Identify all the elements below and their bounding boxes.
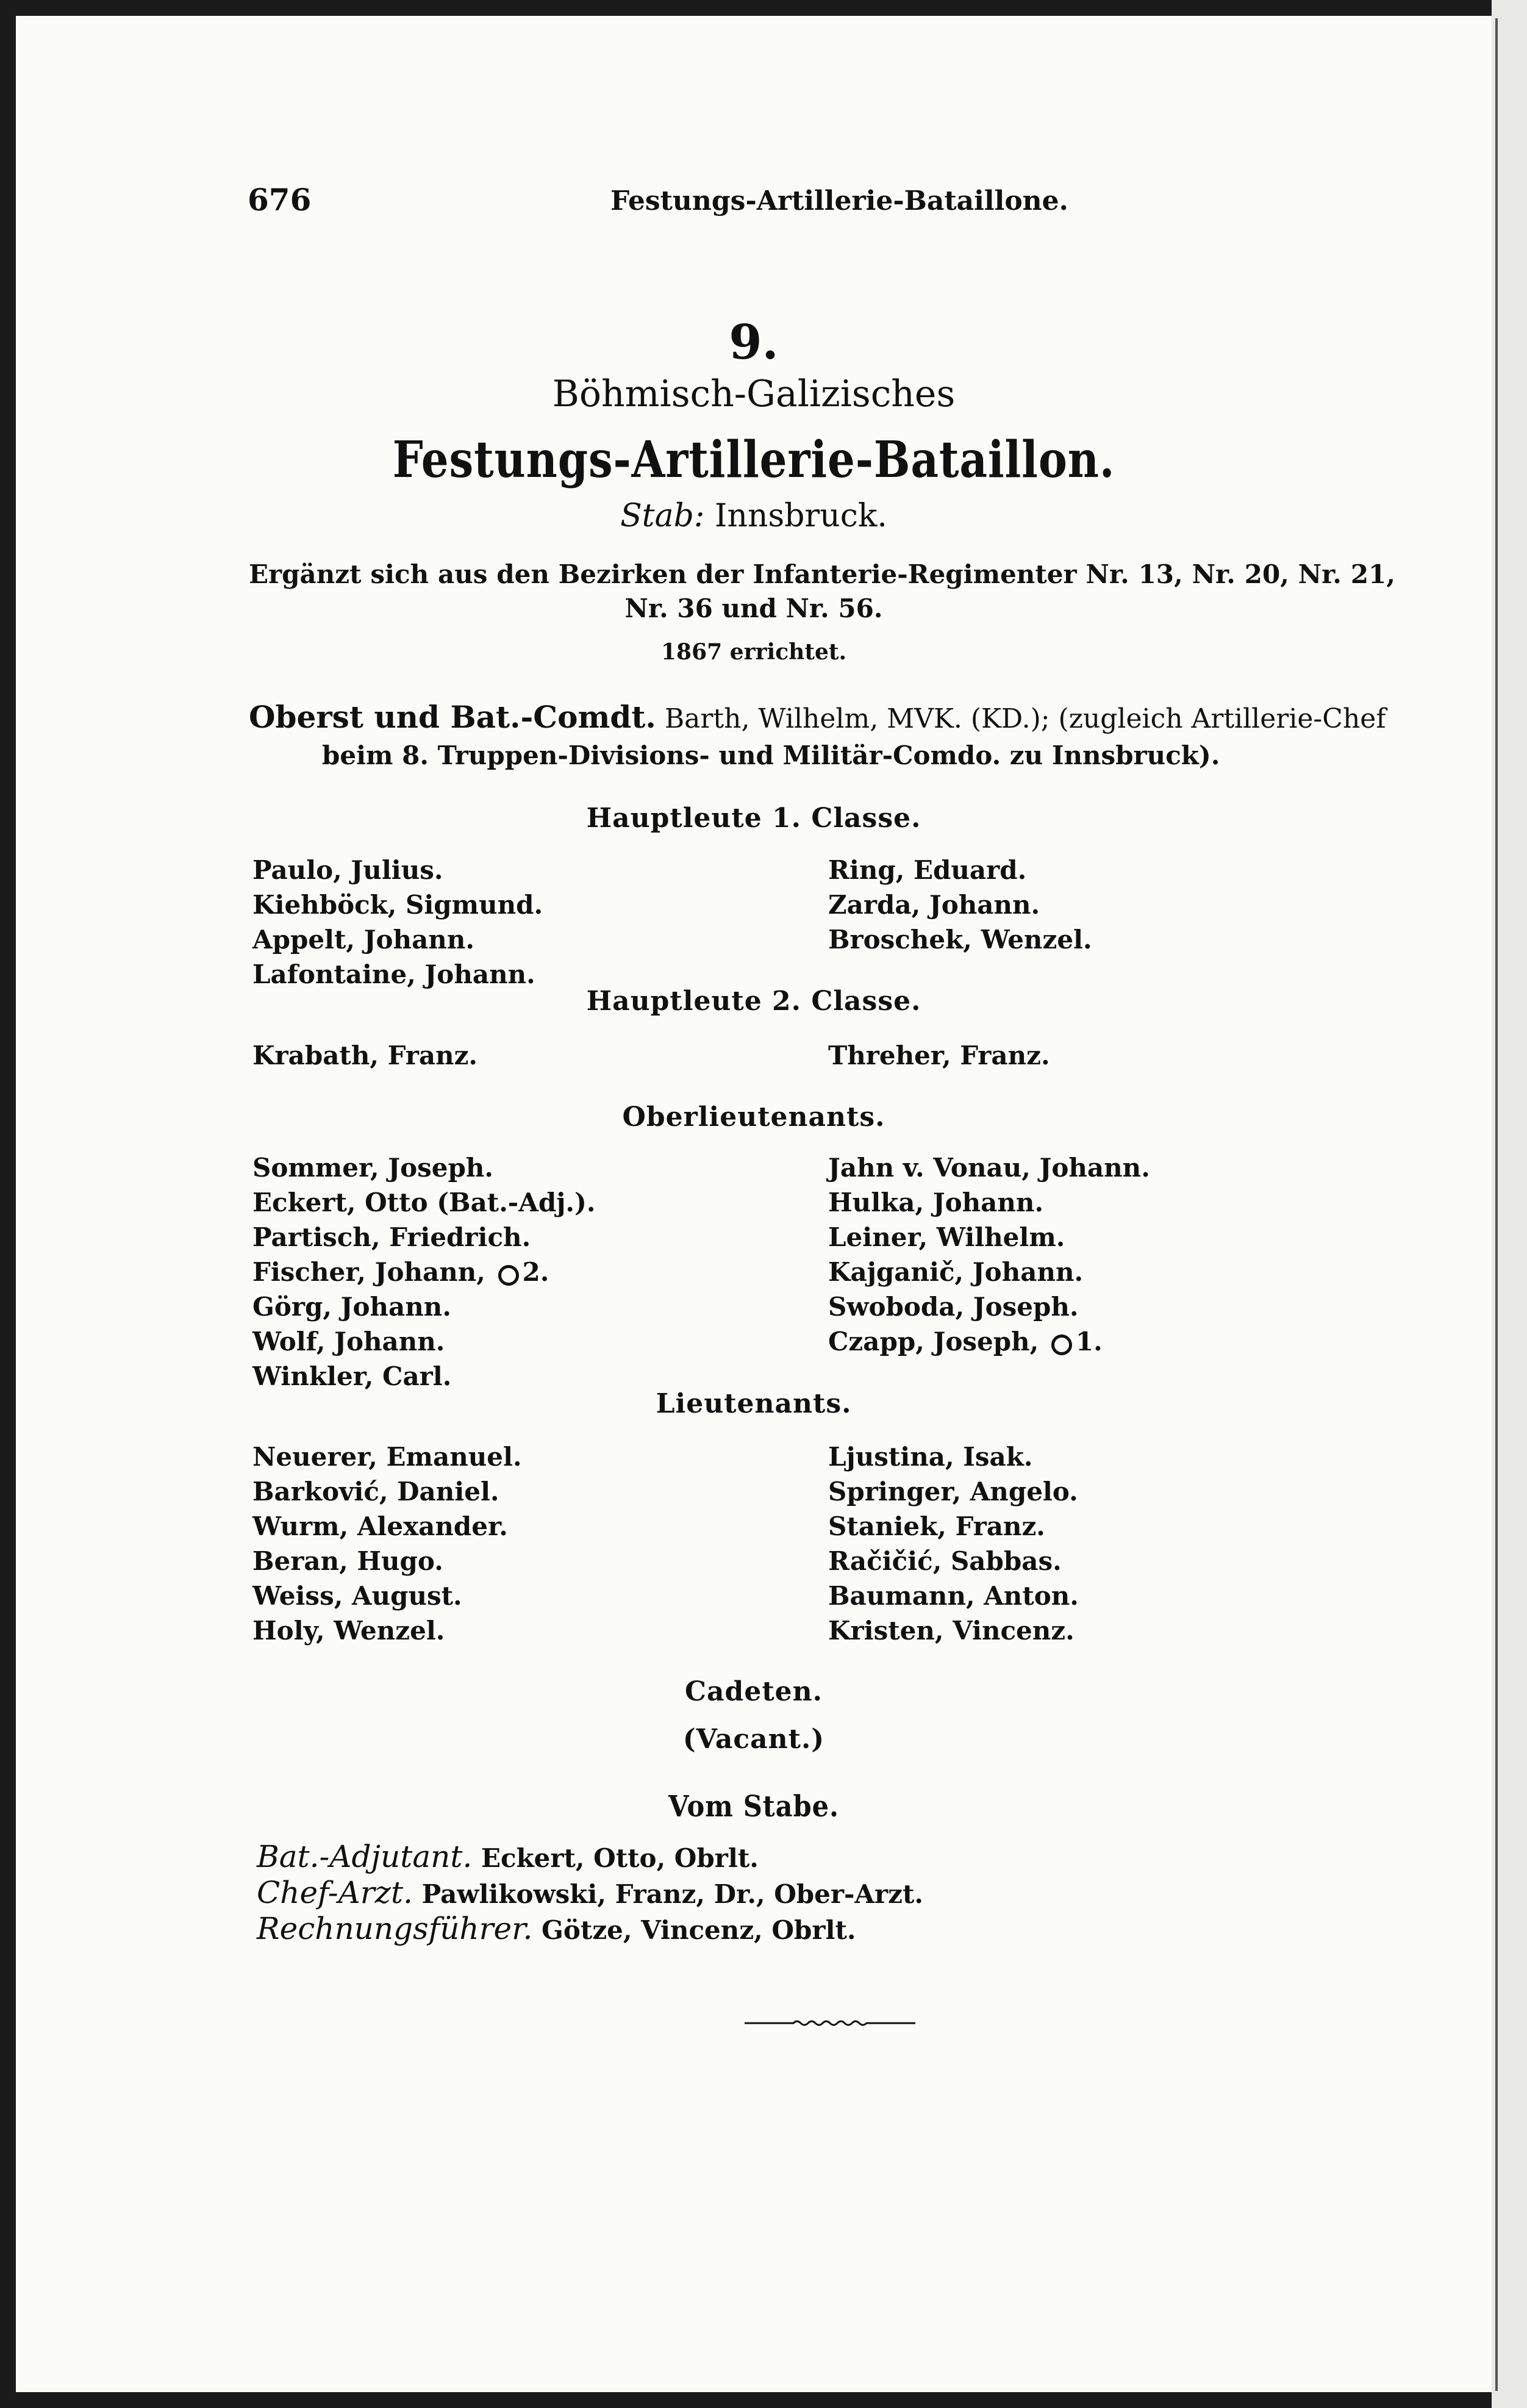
staff-role: Rechnungsführer. xyxy=(257,1911,533,1946)
list-item: Appelt, Johann. xyxy=(252,925,474,955)
list-item-name: Czapp, Joseph, xyxy=(828,1327,1039,1356)
list-item: Swoboda, Joseph. xyxy=(828,1292,1079,1322)
oberlieutenants-left xyxy=(252,1150,596,1394)
list-item: Hulka, Johann. xyxy=(828,1188,1044,1217)
list-item: Zarda, Johann. xyxy=(828,890,1040,920)
ornament-divider xyxy=(745,2018,915,2027)
list-item: Wolf, Johann. xyxy=(252,1327,445,1356)
lieutenants-right xyxy=(828,1439,1079,1648)
page-edge-line xyxy=(1495,18,1498,2391)
list-item: Springer, Angelo. xyxy=(828,1477,1078,1507)
list-item: Neuerer, Emanuel. xyxy=(252,1442,522,1472)
list-item: Baumann, Anton. xyxy=(828,1581,1079,1611)
heading-lieutenants: Lieutenants. xyxy=(656,1388,852,1419)
unit-name: Festungs-Artillerie-Bataillon. xyxy=(392,431,1115,489)
staff-entry xyxy=(257,1876,923,1912)
list-item xyxy=(252,1255,596,1289)
cadets-vacant: (Vacant.) xyxy=(682,1724,825,1755)
list-item: Paulo, Julius. xyxy=(252,855,443,885)
list-item: Kristen, Vincenz. xyxy=(828,1616,1075,1646)
heading-hauptleute-1: Hauptleute 1. Classe. xyxy=(586,803,921,834)
heading-hauptleute-2: Hauptleute 2. Classe. xyxy=(586,986,921,1017)
unit-region: Böhmisch-Galizisches xyxy=(552,373,956,415)
commander-rank: Oberst und Bat.-Comdt. xyxy=(249,699,656,735)
list-item: Holy, Wenzel. xyxy=(252,1616,445,1646)
staff-name: Götze, Vincenz, Obrlt. xyxy=(542,1915,856,1945)
hauptleute-1-left xyxy=(252,853,543,992)
list-item: Leiner, Wilhelm. xyxy=(828,1222,1065,1252)
list-item: Winkler, Carl. xyxy=(252,1361,452,1391)
circle-icon xyxy=(498,1265,519,1286)
commander-text-1: Barth, Wilhelm, MVK. (KD.); (zugleich Artillerie-Chef xyxy=(664,703,1386,734)
list-item xyxy=(828,1324,1150,1359)
list-item: Barković, Daniel. xyxy=(252,1477,499,1507)
oberlieutenants-right xyxy=(828,1150,1150,1359)
hauptleute-2-left xyxy=(252,1038,477,1073)
commander-entry xyxy=(249,699,1401,774)
staff-role: Bat.-Adjutant. xyxy=(257,1839,473,1874)
list-item-name: Fischer, Johann, xyxy=(252,1257,485,1287)
list-item: Broschek, Wenzel. xyxy=(828,925,1092,955)
list-item: Weiss, August. xyxy=(252,1581,462,1611)
list-item: Sommer, Joseph. xyxy=(252,1153,494,1183)
list-item: Görg, Johann. xyxy=(252,1292,451,1322)
staff-name: Eckert, Otto, Obrlt. xyxy=(481,1843,759,1873)
staff-list xyxy=(257,1840,923,1948)
staff-location-line xyxy=(16,498,1492,534)
recruitment-line-1: Ergänzt sich aus den Bezirken der Infanterie-Regimenter Nr. 13, Nr. 20, Nr. 21, xyxy=(249,559,1395,589)
list-item: Jahn v. Vonau, Johann. xyxy=(828,1153,1150,1183)
staff-entry xyxy=(257,1840,923,1876)
book-page xyxy=(16,16,1492,2392)
heading-cadeten: Cadeten. xyxy=(685,1676,823,1707)
staff-name: Pawlikowski, Franz, Dr., Ober-Arzt. xyxy=(421,1879,924,1909)
list-item-suffix: 1. xyxy=(1075,1327,1103,1356)
recruitment-line-2: Nr. 36 und Nr. 56. xyxy=(624,593,883,623)
staff-label: Stab: xyxy=(620,498,705,534)
hauptleute-2-right xyxy=(828,1038,1050,1073)
staff-entry xyxy=(257,1912,923,1948)
list-item: Beran, Hugo. xyxy=(252,1546,443,1576)
staff-role: Chef-Arzt. xyxy=(257,1875,413,1910)
list-item: Ring, Eduard. xyxy=(828,855,1027,885)
running-title: Festungs-Artillerie-Bataillone. xyxy=(610,185,1068,217)
list-item: Eckert, Otto (Bat.-Adj.). xyxy=(252,1188,596,1217)
list-item: Wurm, Alexander. xyxy=(252,1511,508,1541)
heading-oberlieutenants: Oberlieutenants. xyxy=(622,1102,885,1133)
list-item: Lafontaine, Johann. xyxy=(252,959,535,989)
list-item: Kiehböck, Sigmund. xyxy=(252,890,543,920)
commander-text-2: beim 8. Truppen-Divisions- und Militär-Comdo. zu Innsbruck). xyxy=(322,740,1220,770)
list-item: Threher, Franz. xyxy=(828,1041,1050,1070)
running-head xyxy=(16,182,1492,224)
list-item: Partisch, Friedrich. xyxy=(252,1222,531,1252)
staff-location: Innsbruck. xyxy=(714,498,887,534)
page-number: 676 xyxy=(248,182,312,218)
established-line: 1867 errichtet. xyxy=(660,639,847,665)
circle-icon xyxy=(1051,1335,1072,1355)
list-item-suffix: 2. xyxy=(522,1257,549,1287)
list-item: Staniek, Franz. xyxy=(828,1511,1045,1541)
hauptleute-1-right xyxy=(828,853,1092,957)
lieutenants-left xyxy=(252,1439,522,1648)
list-item: Račičić, Sabbas. xyxy=(828,1546,1062,1576)
list-item: Kajganič, Johann. xyxy=(828,1257,1084,1287)
list-item: Krabath, Franz. xyxy=(252,1041,478,1070)
heading-vom-stabe: Vom Stabe. xyxy=(668,1790,839,1824)
unit-number: 9. xyxy=(729,315,779,370)
list-item: Ljustina, Isak. xyxy=(828,1442,1033,1472)
